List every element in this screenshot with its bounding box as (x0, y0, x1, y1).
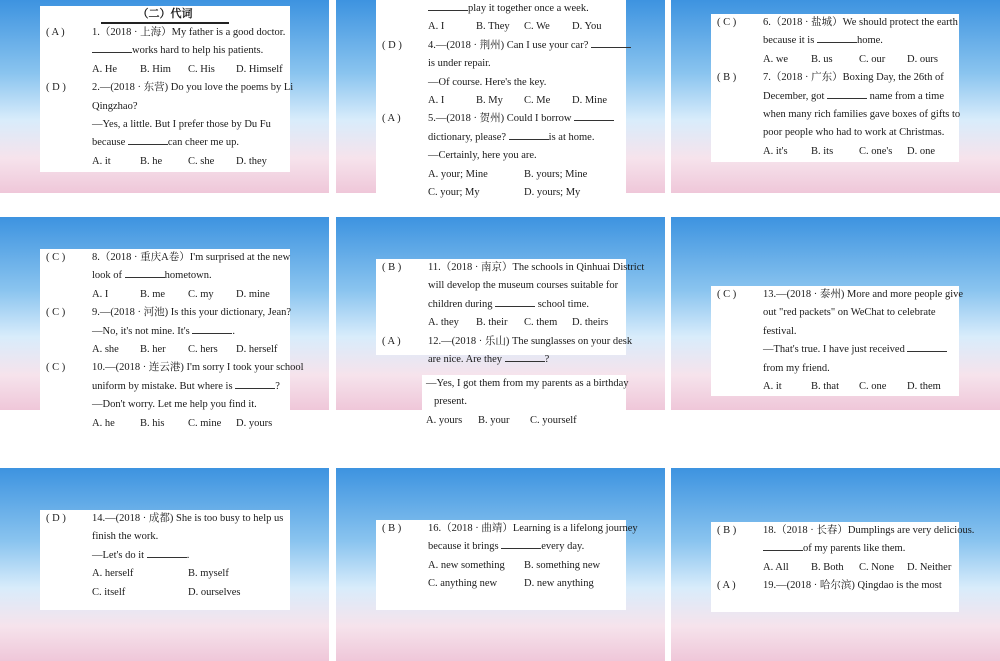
answer-blank (763, 541, 803, 551)
question-18: ( B ) 18.（2018 · 长春）Dumplings are very delicious. (717, 522, 953, 540)
options: A. herself B. myself (92, 568, 229, 580)
answer-badge: ( A ) (46, 27, 65, 38)
answer-blank (501, 539, 541, 549)
options: A. new something B. something new (428, 559, 601, 571)
answer-badge: ( B ) (382, 262, 402, 273)
answer-badge: ( A ) (382, 335, 401, 347)
question-card: ( C ) 6.（2018 · 盐城）We should protect the earth because it is home. A. we B. us C. our D. ours ( B ) 7.（2018 · 广东）Boxing Day, the 26th of December, got name from a time when many rich families gave boxes of gifts to poor people who had to work at Christmas. A. it's B. its C. one's D. one (711, 14, 959, 162)
question-card: ( B ) 18.（2018 · 长春）Dumplings are very delicious. of my parents like them. A. All B. Both C. None D. Neither ( A ) 19.—(2018 · 哈尔滨) Qingdao is the most (711, 522, 959, 612)
slide-9 (671, 468, 1000, 661)
answer-badge: ( C ) (46, 362, 66, 374)
options: A. I B. me C. my D. mine (92, 288, 270, 300)
question-card: ( B ) 11.（2018 · 南京）The schools in Qinhuai District will develop the museum courses suitable for children during school time. A. they B. their C. them D. theirs ( A ) 12.—(2018 · 乐山) The sunglasses on your desk are nice. Are they ? (376, 259, 626, 355)
answer-badge: ( A ) (382, 113, 401, 125)
answer-blank (128, 135, 168, 145)
answer-blank (817, 33, 857, 43)
question-13: ( C ) 13.—(2018 · 泰州) More and more people give (717, 286, 953, 304)
answer-blank (509, 130, 549, 140)
answer-blank (428, 1, 468, 11)
question-7: ( B ) 7.（2018 · 广东）Boxing Day, the 26th of (717, 69, 953, 87)
answer-badge: ( B ) (717, 525, 737, 536)
answer-badge: ( D ) (46, 513, 66, 524)
answer-badge: ( B ) (382, 523, 402, 534)
question-card: ( C ) 8.（2018 · 重庆A卷）I'm surprised at the new look of hometown. A. I B. me C. my D. mine ( C ) 9.—(2018 · 河池) Is this your dictionary, Jean? —No, it's not mine. It's . A. she B. her C. hers D. herself ( C ) 10.—(2018 · 连云港) I'm sorry I took your school uniform by mistake. But where is ? —Don't worry. Let me help you find it. A. he B. his C. mine D. yours (40, 249, 290, 433)
answer-badge: ( B ) (717, 72, 737, 84)
answer-blank (827, 89, 867, 99)
slide-4 (0, 217, 329, 429)
question-2: ( D ) 2.—(2018 · 东营) Do you love the poems by Li (46, 79, 284, 97)
question-card: （二）代词 ( A ) 1.（2018 · 上海）My father is a good doctor. works hard to help his patients. A. He B. Him C. His D. Himself ( D ) 2.—(2018 · 东营) Do you love the poems by Li Qingzhao? —Yes, a little. But I prefer those by Du Fu because can cheer me up. A. it B. he C. she D. they (40, 6, 290, 172)
question-8: ( C ) 8.（2018 · 重庆A卷）I'm surprised at the new (46, 249, 284, 267)
options: C. your; My D. yours; My (428, 187, 581, 199)
answer-blank (147, 548, 187, 558)
answer-badge: ( D ) (46, 82, 66, 94)
slide-2 (336, 0, 665, 199)
question-1: ( A ) 1.（2018 · 上海）My father is a good doctor. (46, 24, 284, 42)
options: A. it's B. its C. one's D. one (763, 145, 935, 157)
options: A. he B. his C. mine D. yours (92, 417, 273, 429)
slide-1 (0, 0, 329, 193)
options: A. I B. My C. Me D. Mine (428, 95, 607, 107)
answer-blank (192, 324, 232, 334)
options: A. your; Mine B. yours; Mine (428, 168, 588, 180)
answer-badge: ( D ) (382, 39, 402, 51)
options: A. we B. us C. our D. ours (763, 53, 938, 65)
slide-7 (0, 468, 329, 661)
answer-badge: ( A ) (717, 580, 736, 592)
options: C. itself D. ourselves (92, 586, 241, 598)
options: A. All B. Both C. None D. Neither (763, 561, 952, 573)
answer-badge: ( C ) (46, 252, 66, 263)
answer-blank (591, 38, 631, 48)
answer-blank (505, 352, 545, 362)
question-9: ( C ) 9.—(2018 · 河池) Is this your dictionary, Jean? (46, 304, 284, 322)
options: A. He B. Him C. His D. Himself (92, 63, 283, 75)
question-card-continued: —Yes, I got them from my parents as a birthday present. A. yours B. your C. yourself (422, 375, 626, 433)
question-card: ( D ) 14.—(2018 · 成都) She is too busy to help us finish the work. —Let's do it . A. herself B. myself C. itself D. ourselves (40, 510, 290, 610)
question-card: ( B ) 16.（2018 · 曲靖）Learning is a lifelong journey because it brings every day. A. new something B. something new C. anything new D. new anything (376, 520, 626, 610)
slide-5 (336, 217, 665, 426)
slide-3 (671, 0, 1000, 193)
question-card: ( C ) 13.—(2018 · 泰州) More and more people give out "red packets" on WeChat to celebrate festival. —That's true. I have just received from my friend. A. it B. that C. one D. them (711, 286, 959, 396)
question-5: ( A ) 5.—(2018 · 贺州) Could I borrow (382, 110, 620, 128)
question-14: ( D ) 14.—(2018 · 成都) She is too busy to help us (46, 510, 284, 528)
question-12: ( A ) 12.—(2018 · 乐山) The sunglasses on your desk (382, 333, 620, 351)
slide-6 (671, 217, 1000, 410)
answer-badge: ( C ) (717, 17, 737, 28)
question-4: ( D ) 4.—(2018 · 荆州) Can I use your car? (382, 37, 620, 55)
answer-blank (125, 268, 165, 278)
answer-blank (574, 111, 614, 121)
question-6: ( C ) 6.（2018 · 盐城）We should protect the earth (717, 14, 953, 32)
answer-blank (495, 297, 535, 307)
answer-badge: ( C ) (46, 307, 66, 319)
options: C. anything new D. new anything (428, 578, 594, 590)
answer-badge: ( C ) (717, 289, 737, 300)
options: A. it B. he C. she D. they (92, 155, 267, 167)
answer-blank (92, 43, 132, 53)
question-16: ( B ) 16.（2018 · 曲靖）Learning is a lifelong journey (382, 520, 620, 538)
answer-blank (907, 342, 947, 352)
options: A. it B. that C. one D. them (763, 381, 941, 393)
question-10: ( C ) 10.—(2018 · 连云港) I'm sorry I took your school (46, 359, 284, 377)
question-card: play it together once a week. A. I B. They C. We D. You ( D ) 4.—(2018 · 荆州) Can I use your car? is under repair. —Of course. Here's the key. A. I B. My C. Me D. Mine ( A ) 5.—(2018 · 贺州) Could I borrow dictionary, please? is at home. —Certainly, here you are. A. your; Mine B. yours; Mine C. your; My D. yours; My (376, 0, 626, 196)
options: A. they B. their C. them D. theirs (428, 317, 609, 329)
options: A. yours B. your C. yourself (426, 414, 577, 426)
slide-8 (336, 468, 665, 661)
answer-blank (235, 379, 275, 389)
section-title: （二）代词 (101, 6, 229, 24)
question-11: ( B ) 11.（2018 · 南京）The schools in Qinhuai District (382, 259, 620, 277)
options: A. she B. her C. hers D. herself (92, 344, 278, 356)
question-19: ( A ) 19.—(2018 · 哈尔滨) Qingdao is the most (717, 577, 953, 595)
options: A. I B. They C. We D. You (428, 21, 602, 33)
